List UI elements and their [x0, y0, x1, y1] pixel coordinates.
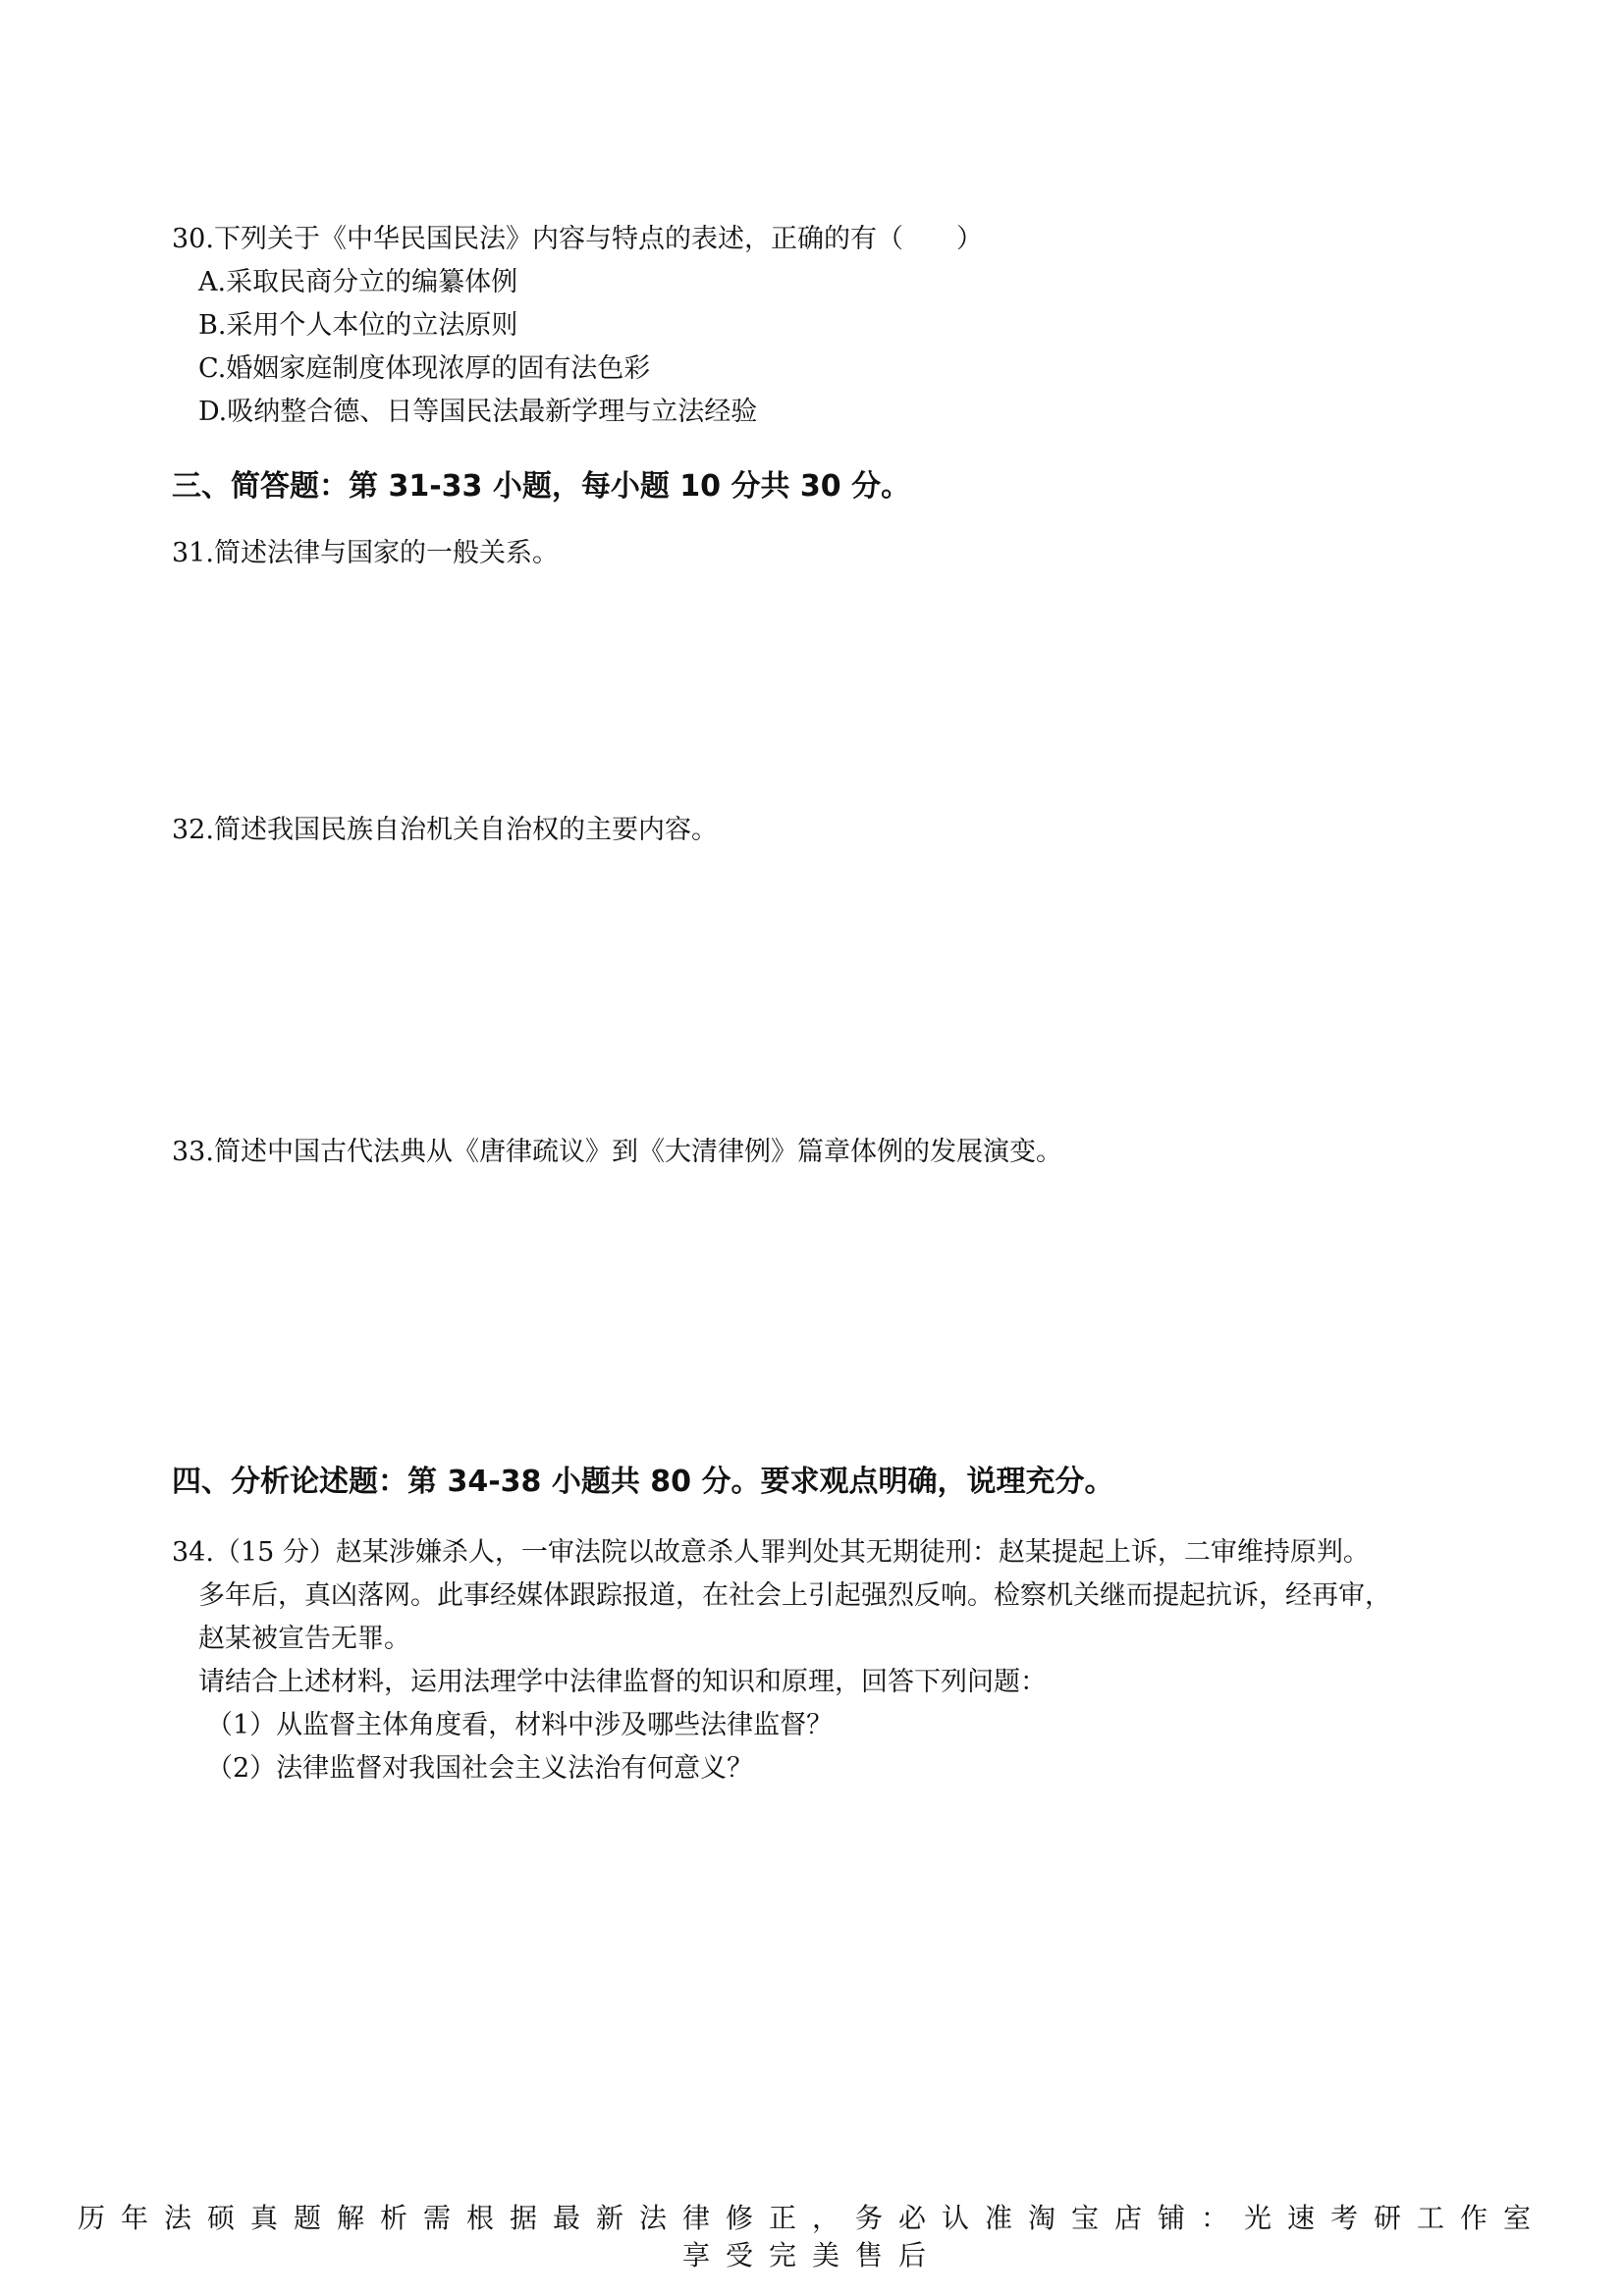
q33-stem: 33.简述中国古代法典从《唐律疏议》到《大清律例》篇章体例的发展演变。	[172, 1137, 1062, 1167]
section-4-heading: 四、分析论述题：第 34-38 小题共 80 分。要求观点明确，说理充分。	[172, 1465, 1114, 1499]
q34-line-2: 多年后，真凶落网。此事经媒体跟踪报道，在社会上引起强烈反响。检察机关继而提起抗诉，经再审，	[198, 1580, 1391, 1611]
q31-stem: 31.简述法律与国家的一般关系。	[172, 538, 559, 568]
q30-option-d: D.吸纳整合德、日等国民法最新学理与立法经验	[198, 397, 758, 427]
footer-line-1: 历年法硕真题解析需根据最新法律修正，务必认准淘宝店铺：光速考研工作室	[77, 2202, 1546, 2234]
q34-line-4: 请结合上述材料，运用法理学中法律监督的知识和原理，回答下列问题：	[198, 1667, 1047, 1697]
q34-subquestion-2: （2）法律监督对我国社会主义法治有何意义？	[206, 1753, 754, 1784]
q30-option-c: C.婚姻家庭制度体现浓厚的固有法色彩	[198, 353, 651, 384]
footer-line-2: 享受完美售后	[681, 2239, 942, 2271]
q34-line-3: 赵某被宣告无罪。	[198, 1624, 410, 1654]
q30-option-a: A.采取民商分立的编纂体例	[198, 267, 518, 297]
q30-option-b: B.采用个人本位的立法原则	[198, 310, 518, 341]
section-3-heading: 三、简答题：第 31-33 小题，每小题 10 分共 30 分。	[172, 469, 911, 504]
q34-line-1: 34.（15 分）赵某涉嫌杀人，一审法院以故意杀人罪判处其无期徒刑：赵某提起上诉，二审维持原判。	[172, 1537, 1370, 1568]
q30-stem: 30.下列关于《中华民国民法》内容与特点的表述，正确的有（ ）	[172, 224, 983, 254]
q32-stem: 32.简述我国民族自治机关自治权的主要内容。	[172, 815, 718, 845]
q34-subquestion-1: （1）从监督主体角度看，材料中涉及哪些法律监督？	[206, 1710, 834, 1740]
